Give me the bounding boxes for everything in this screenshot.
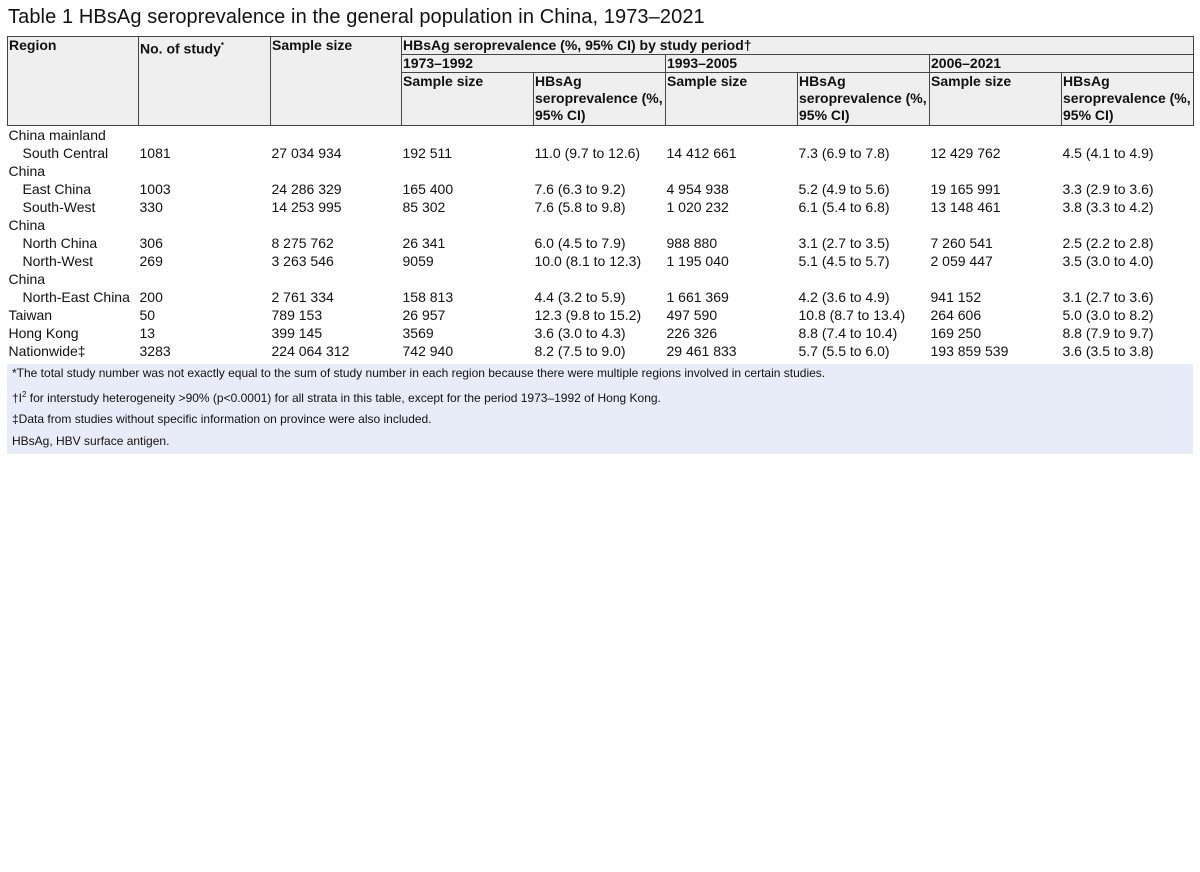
cell-sample-2006-2021 <box>930 270 1062 288</box>
cell-studies: 1003 <box>139 181 171 197</box>
cell-sample-size: 2 761 334 <box>271 289 334 305</box>
cell-prev-2006-2021: 2.5 (2.2 to 2.8) <box>1062 235 1154 251</box>
cell-sample-2006-2021: 13 148 461 <box>930 199 1001 215</box>
cell-sample-2006-2021: 941 152 <box>930 289 982 305</box>
cell-sample-size: 224 064 312 <box>271 343 350 359</box>
cell-prev-1973-1992 <box>534 216 666 234</box>
cell-studies: 50 <box>139 307 156 323</box>
cell-studies <box>139 216 271 234</box>
header-no-of-study: No. of study* <box>139 37 271 126</box>
cell-prev-1973-1992: 4.4 (3.2 to 5.9) <box>534 289 626 305</box>
cell-sample-2006-2021: 19 165 991 <box>930 181 1001 197</box>
data-table <box>7 36 1193 360</box>
cell-sample-1993-2005: 1 661 369 <box>666 289 729 305</box>
cell-sample-1973-1992: 26 341 <box>402 235 446 251</box>
cell-prev-2006-2021: 3.6 (3.5 to 3.8) <box>1062 343 1154 359</box>
cell-sample-2006-2021 <box>930 126 1062 145</box>
cell-prev-1993-2005: 4.2 (3.6 to 4.9) <box>798 289 890 305</box>
cell-sample-1993-2005: 4 954 938 <box>666 181 729 197</box>
cell-prev-1973-1992: 6.0 (4.5 to 7.9) <box>534 235 626 251</box>
cell-sample-1973-1992: 3569 <box>402 325 434 341</box>
header-region: Region <box>8 37 139 126</box>
cell-studies <box>139 126 271 145</box>
cell-sample-1993-2005 <box>666 126 798 145</box>
cell-prev-1973-1992: 11.0 (9.7 to 12.6) <box>534 145 641 161</box>
cell-sample-1993-2005: 29 461 833 <box>666 343 737 359</box>
cell-prev-1993-2005: 5.7 (5.5 to 6.0) <box>798 343 890 359</box>
cell-prev-1973-1992: 12.3 (9.8 to 15.2) <box>534 307 642 323</box>
table-row <box>8 324 1194 342</box>
cell-prev-1993-2005 <box>798 162 930 180</box>
cell-studies: 200 <box>139 289 163 305</box>
cell-sample-1973-1992: 158 813 <box>402 289 454 305</box>
footnote-study-number: *The total study number was not exactly equal to the sum of study number in each region because there were multiple regions involved in certain studies. <box>12 366 826 380</box>
cell-region: Taiwan <box>8 307 53 323</box>
cell-prev-1993-2005: 10.8 (8.7 to 13.4) <box>798 307 906 323</box>
table-title: Table 1 HBsAg seroprevalence in the general population in China, 1973–2021 <box>8 6 705 28</box>
cell-sample-1973-1992: 192 511 <box>402 145 453 161</box>
table-footnotes <box>7 364 1193 454</box>
cell-studies: 330 <box>139 199 163 215</box>
cell-region: North China <box>22 235 98 251</box>
cell-region: South-West <box>22 199 96 215</box>
group-row <box>8 270 1194 288</box>
cell-sample-2006-2021: 264 606 <box>930 307 982 323</box>
header-sample-1: Sample size <box>402 73 534 126</box>
cell-sample-2006-2021: 2 059 447 <box>930 253 993 269</box>
cell-sample-1993-2005: 497 590 <box>666 307 718 323</box>
cell-sample-2006-2021: 169 250 <box>930 325 982 341</box>
cell-prev-1973-1992 <box>534 162 666 180</box>
cell-prev-1993-2005 <box>798 216 930 234</box>
cell-prev-1973-1992 <box>534 270 666 288</box>
cell-studies: 269 <box>139 253 163 269</box>
cell-prev-1993-2005 <box>798 126 930 145</box>
table-row <box>8 144 1194 162</box>
cell-sample-2006-2021 <box>930 162 1062 180</box>
cell-prev-1993-2005: 3.1 (2.7 to 3.5) <box>798 235 890 251</box>
cell-region: South Central <box>22 145 109 161</box>
header-prev-2: HBsAg seroprevalence (%, 95% CI) <box>798 73 930 126</box>
cell-sample-size <box>271 216 402 234</box>
cell-sample-1973-1992: 9059 <box>402 253 434 269</box>
cell-prev-1973-1992: 7.6 (6.3 to 9.2) <box>534 181 626 197</box>
cell-sample-size: 399 145 <box>271 325 323 341</box>
cell-sample-size <box>271 162 402 180</box>
cell-sample-1973-1992: 742 940 <box>402 343 454 359</box>
cell-prev-1973-1992: 3.6 (3.0 to 4.3) <box>534 325 626 341</box>
cell-sample-1973-1992 <box>402 270 534 288</box>
cell-sample-1993-2005: 14 412 661 <box>666 145 737 161</box>
cell-region: North-West <box>22 253 94 269</box>
cell-prev-1973-1992: 8.2 (7.5 to 9.0) <box>534 343 626 359</box>
cell-region: China <box>8 271 46 287</box>
cell-sample-size: 3 263 546 <box>271 253 334 269</box>
cell-sample-1973-1992: 85 302 <box>402 199 446 215</box>
cell-studies: 3283 <box>139 343 171 359</box>
table-row <box>8 288 1194 306</box>
cell-region: China <box>8 217 46 233</box>
header-prev-3: HBsAg seroprevalence (%, 95% CI) <box>1062 73 1194 126</box>
cell-prev-1993-2005 <box>798 270 930 288</box>
header-sample-2: Sample size <box>666 73 798 126</box>
cell-sample-1993-2005: 988 880 <box>666 235 718 251</box>
cell-studies: 306 <box>139 235 163 251</box>
cell-studies: 1081 <box>139 145 171 161</box>
header-sample-3: Sample size <box>930 73 1062 126</box>
cell-sample-1973-1992 <box>402 216 534 234</box>
header-period-2: 1993–2005 <box>666 55 930 73</box>
cell-sample-2006-2021: 193 859 539 <box>930 343 1009 359</box>
cell-studies <box>139 162 271 180</box>
cell-sample-size: 789 153 <box>271 307 323 323</box>
cell-region: China <box>8 163 46 179</box>
group-row <box>8 126 1194 145</box>
table-row <box>8 198 1194 216</box>
cell-sample-size: 24 286 329 <box>271 181 342 197</box>
cell-prev-2006-2021 <box>1062 216 1194 234</box>
cell-sample-size <box>271 126 402 145</box>
cell-region: North-East China <box>22 289 130 305</box>
table-body <box>8 126 1194 361</box>
cell-sample-2006-2021: 7 260 541 <box>930 235 993 251</box>
cell-prev-1973-1992 <box>534 126 666 145</box>
cell-prev-2006-2021: 8.8 (7.9 to 9.7) <box>1062 325 1154 341</box>
cell-prev-2006-2021: 3.1 (2.7 to 3.6) <box>1062 289 1154 305</box>
cell-region: China mainland <box>8 127 106 143</box>
cell-studies <box>139 270 271 288</box>
cell-sample-size <box>271 270 402 288</box>
cell-sample-1993-2005: 226 326 <box>666 325 718 341</box>
header-by-period: HBsAg seroprevalence (%, 95% CI) by study period† <box>402 37 1194 55</box>
cell-prev-1993-2005: 6.1 (5.4 to 6.8) <box>798 199 890 215</box>
cell-prev-2006-2021: 4.5 (4.1 to 4.9) <box>1062 145 1154 161</box>
cell-sample-1993-2005 <box>666 270 798 288</box>
group-row <box>8 162 1194 180</box>
header-period-1: 1973–1992 <box>402 55 666 73</box>
cell-prev-1973-1992: 7.6 (5.8 to 9.8) <box>534 199 626 215</box>
table-row <box>8 306 1194 324</box>
cell-prev-2006-2021: 3.8 (3.3 to 4.2) <box>1062 199 1154 215</box>
footnote-province: ‡Data from studies without specific information on province were also included. <box>12 412 432 426</box>
table-row <box>8 180 1194 198</box>
cell-prev-1973-1992: 10.0 (8.1 to 12.3) <box>534 253 642 269</box>
table-row <box>8 234 1194 252</box>
cell-sample-1993-2005: 1 020 232 <box>666 199 729 215</box>
header-prev-1: HBsAg seroprevalence (%, 95% CI) <box>534 73 666 126</box>
group-row <box>8 216 1194 234</box>
cell-sample-size: 14 253 995 <box>271 199 342 215</box>
header-sample-size: Sample size <box>271 37 402 126</box>
cell-sample-1973-1992: 26 957 <box>402 307 446 323</box>
cell-prev-2006-2021: 3.5 (3.0 to 4.0) <box>1062 253 1154 269</box>
cell-prev-2006-2021 <box>1062 162 1194 180</box>
cell-prev-2006-2021: 3.3 (2.9 to 3.6) <box>1062 181 1154 197</box>
cell-sample-size: 27 034 934 <box>271 145 342 161</box>
cell-sample-1973-1992: 165 400 <box>402 181 454 197</box>
cell-prev-1993-2005: 7.3 (6.9 to 7.8) <box>798 145 890 161</box>
cell-sample-1973-1992 <box>402 162 534 180</box>
cell-prev-2006-2021 <box>1062 270 1194 288</box>
footnote-heterogeneity: $\dagger I^2$ for interstudy heterogeneity >90% (p<0.0001) for all strata in this table, except for the period 1973–1992 of Hong Kong. <box>12 390 661 405</box>
cell-prev-2006-2021: 5.0 (3.0 to 8.2) <box>1062 307 1154 323</box>
cell-sample-1993-2005: 1 195 040 <box>666 253 729 269</box>
cell-sample-1973-1992 <box>402 126 534 145</box>
cell-prev-1993-2005: 8.8 (7.4 to 10.4) <box>798 325 898 341</box>
cell-region: Nationwide‡ <box>8 343 86 359</box>
cell-sample-2006-2021 <box>930 216 1062 234</box>
cell-sample-1993-2005 <box>666 162 798 180</box>
table-row <box>8 342 1194 360</box>
cell-region: Hong Kong <box>8 325 79 341</box>
header-period-3: 2006–2021 <box>930 55 1194 73</box>
cell-prev-2006-2021 <box>1062 126 1194 145</box>
footnote-abbreviation: HBsAg, HBV surface antigen. <box>12 434 170 448</box>
cell-sample-1993-2005 <box>666 216 798 234</box>
cell-sample-size: 8 275 762 <box>271 235 334 251</box>
cell-prev-1993-2005: 5.2 (4.9 to 5.6) <box>798 181 890 197</box>
cell-prev-1993-2005: 5.1 (4.5 to 5.7) <box>798 253 890 269</box>
cell-studies: 13 <box>139 325 156 341</box>
cell-sample-2006-2021: 12 429 762 <box>930 145 1001 161</box>
cell-region: East China <box>22 181 91 197</box>
table-row <box>8 252 1194 270</box>
